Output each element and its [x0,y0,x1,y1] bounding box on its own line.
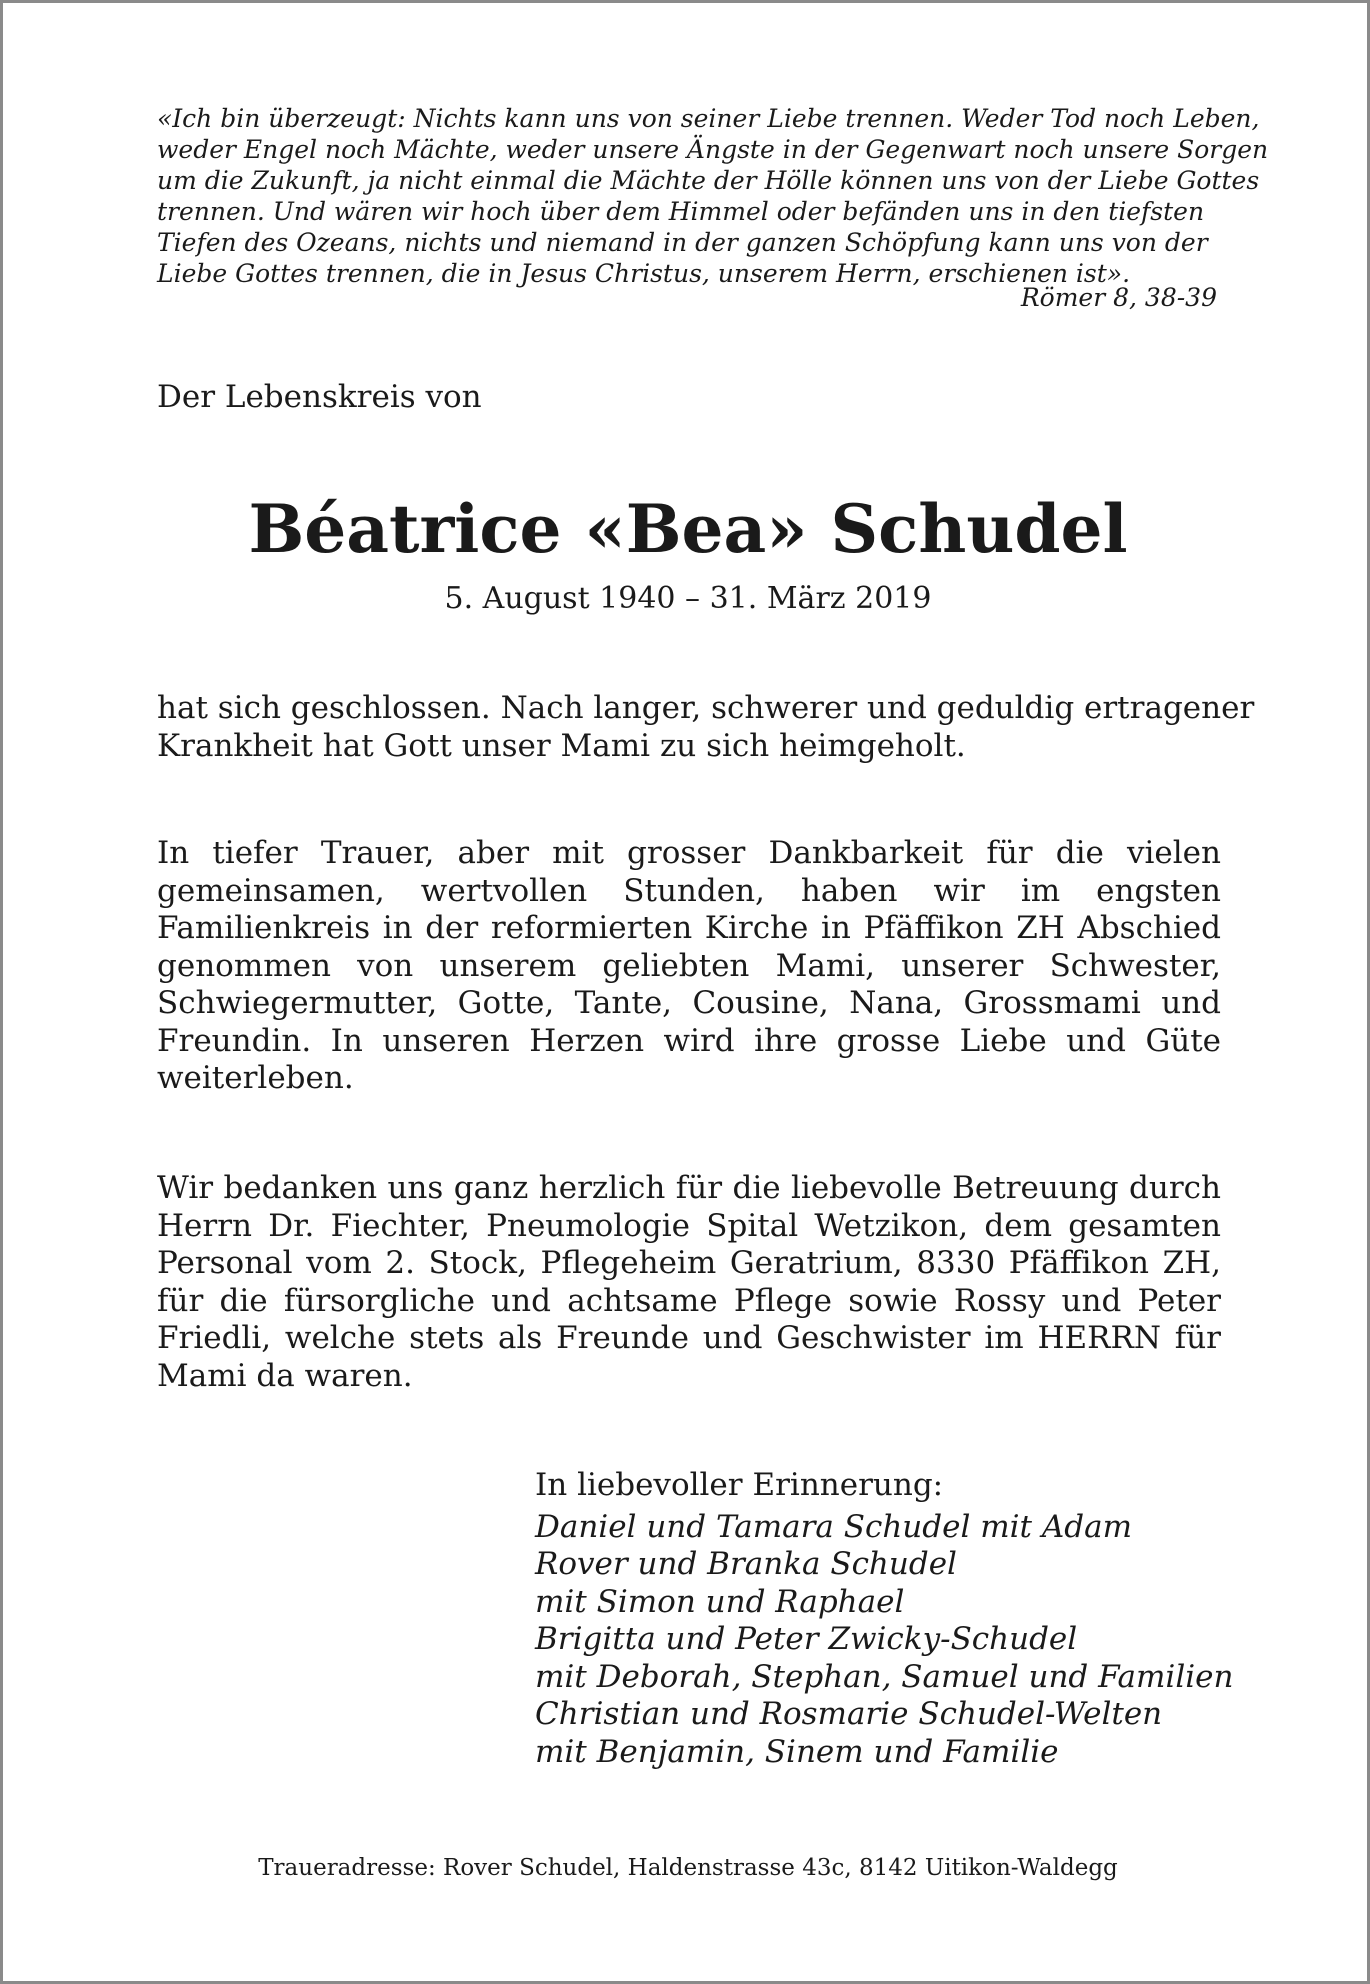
paragraph-line: Schwiegermutter, Gotte, Tante, Cousine, Nana, Grossmami und [157,985,1221,1021]
family-line: mit Benjamin, Sinem und Familie [535,1733,1059,1770]
paragraph-line: Friedli, welche stets als Freunde und Geschwister im HERRN für [157,1320,1221,1356]
paragraph-line: genommen von unserem geliebten Mami, unserer Schwester, [157,947,1221,984]
quote-line: Tiefen des Ozeans, nichts und niemand in der ganzen Schöpfung kann uns von der [157,228,1208,257]
quote-line: trennen. Und wären wir hoch über dem Himmel oder befänden uns in den tiefsten [157,197,1205,226]
paragraph-line: für die fürsorgliche und achtsame Pflege sowie Rossy und Peter [157,1282,1221,1319]
paragraph-thanks [157,1170,1221,1395]
life-dates: 5. August 1940 – 31. März 2019 [444,581,932,616]
family-line: Brigitta und Peter Zwicky-Schudel [535,1621,1078,1657]
paragraph-line: Mami da waren. [157,1357,413,1394]
family-line: mit Simon und Raphael [535,1583,905,1620]
family-line: mit Deborah, Stephan, Samuel und Familien [535,1658,1234,1695]
quote-line: «Ich bin überzeugt: Nichts kann uns von seiner Liebe trennen. Weder Tod noch Leben, [157,104,1260,133]
paragraph-line: Krankheit hat Gott unser Mami zu sich heimgeholt. [157,727,966,764]
paragraph-mourning [157,835,1221,1098]
deceased-name: Béatrice «Bea» Schudel [248,490,1128,568]
quote-line: um die Zukunft, ja nicht einmal die Mächte der Hölle können uns von der Liebe Gottes [157,166,1260,195]
family-line: Rover und Branka Schudel [535,1546,957,1582]
paragraph-line: Freundin. In unseren Herzen wird ihre grosse Liebe und Güte [157,1022,1221,1059]
intro-text: Der Lebenskreis von [157,379,482,415]
quote-line: weder Engel noch Mächte, weder unsere Ängste in der Gegenwart noch unsere Sorgen [157,135,1269,164]
family-line: Christian und Rosmarie Schudel-Welten [535,1696,1163,1732]
paragraph-line: hat sich geschlossen. Nach langer, schwerer und geduldig ertragener [157,690,1255,726]
paragraph-line: weiterleben. [157,1060,354,1096]
bible-quote [157,103,1269,289]
paragraph-line: gemeinsamen, wertvollen Stunden, haben wir im engsten [157,872,1221,909]
paragraph-line: Wir bedanken uns ganz herzlich für die liebevolle Betreuung durch [157,1170,1221,1206]
family-line: Daniel und Tamara Schudel mit Adam [535,1508,1132,1545]
memorial-heading: In liebevoller Erinnerung: [535,1467,944,1503]
paragraph-announcement [157,690,1255,765]
paragraph-line: Familienkreis in der reformierten Kirche in Pfäffikon ZH Abschied [157,910,1221,946]
memorial-block [535,1467,1233,1771]
quote-reference: Römer 8, 38-39 [1020,283,1217,312]
paragraph-line: In tiefer Trauer, aber mit grosser Dankbarkeit für die vielen [157,835,1221,871]
quote-line: Liebe Gottes trennen, die in Jesus Christus, unserem Herrn, erschienen ist». [157,259,1131,288]
paragraph-line: Herrn Dr. Fiechter, Pneumologie Spital Wetzikon, dem gesamten [157,1207,1221,1244]
mourning-address: Traueradresse: Rover Schudel, Haldenstrasse 43c, 8142 Uitikon-Waldegg [258,1855,1118,1881]
paragraph-line: Personal vom 2. Stock, Pflegeheim Geratrium, 8330 Pfäffikon ZH, [157,1245,1221,1281]
